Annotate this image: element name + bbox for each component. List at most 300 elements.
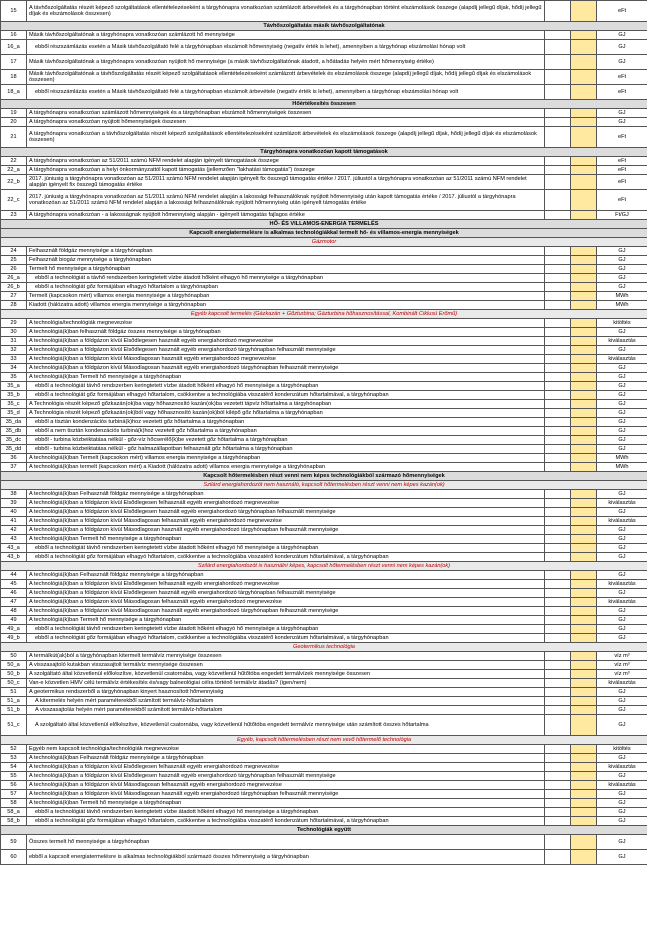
table-row	[1, 598, 647, 607]
value-input-cell-highlighted[interactable]	[571, 580, 597, 589]
row-description: A technológiá(k)ban a földgázon kívül Másodlagosan használt egyéb energiahordozó megnevezése	[27, 355, 545, 364]
row-description: A technológiá(k)ban Termelt hő mennyisége a tárgyhónapban	[27, 799, 545, 808]
section-header-row	[1, 100, 647, 109]
row-number: 35_b	[1, 391, 27, 400]
subsection-header-row	[1, 736, 647, 745]
value-input-cell[interactable]	[545, 544, 571, 553]
value-input-cell[interactable]	[545, 499, 571, 508]
row-description: Felhasznált földgáz mennyisége a tárgyhónapban	[27, 247, 545, 256]
value-input-cell-highlighted[interactable]	[571, 427, 597, 436]
unit-label: kiválasztás	[597, 781, 647, 790]
row-number: 33	[1, 355, 27, 364]
value-input-cell-highlighted[interactable]	[571, 319, 597, 328]
value-input-cell-highlighted[interactable]	[571, 256, 597, 265]
row-description: ebből a technológiát gőz formájában elhagyó hőtartalom, csökkentve a technológiába visszatérő kondenzátum hőtartalmával, a tárgyhónapban	[27, 634, 545, 643]
value-input-cell-highlighted[interactable]	[571, 274, 597, 283]
value-input-cell-highlighted[interactable]	[571, 607, 597, 616]
value-input-cell[interactable]	[545, 670, 571, 679]
value-input-cell[interactable]	[545, 337, 571, 346]
table-row	[1, 190, 647, 211]
value-input-cell-highlighted[interactable]	[571, 697, 597, 706]
table-row	[1, 553, 647, 562]
unit-label: GJ	[597, 508, 647, 517]
row-description: A technológiá(k)ban a földgázon kívül Elsődlegesen felhasznált egyéb energiahordozó megnevezése	[27, 499, 545, 508]
value-input-cell[interactable]	[545, 706, 571, 715]
subsection-title: Geotermikus technológia	[1, 643, 647, 652]
value-input-cell-highlighted[interactable]	[571, 190, 597, 211]
row-description: A technológiá(k)ban a földgázon kívül Másodlagosan használt egyéb energiahordozó tárgyhónapban felhasznált mennyisége	[27, 364, 545, 373]
subsection-title: Egyéb, kapcsolt hőtermelésben részt nem vevő hőtermelő technológia	[1, 736, 647, 745]
row-number: 35_a	[1, 382, 27, 391]
row-number: 38	[1, 490, 27, 499]
value-input-cell-highlighted[interactable]	[571, 31, 597, 40]
row-description: ebből részszámlázás esetén a Másik távhőszolgáltató felé a tárgyhónapban elszámolt hőmennyiség (negatív érték is lehet), amennyiben a tárgyhónap elszámolási hónap volt	[27, 40, 545, 55]
row-number: 35	[1, 373, 27, 382]
value-input-cell-highlighted[interactable]	[571, 661, 597, 670]
value-input-cell-highlighted[interactable]	[571, 445, 597, 454]
value-input-cell[interactable]	[545, 697, 571, 706]
row-description: Van-e közvetlen HMV célú termálvíz értékesítés és/vagy balneológiai célra történő termálvíz átadás? (igen/nem)	[27, 679, 545, 688]
value-input-cell-highlighted[interactable]	[571, 679, 597, 688]
value-input-cell[interactable]	[545, 55, 571, 70]
value-input-cell[interactable]	[545, 616, 571, 625]
value-input-cell-highlighted[interactable]	[571, 670, 597, 679]
table-row	[1, 850, 647, 865]
row-description: ebből a technológiát gőz formájában elhagyó hőtartalom, csökkentve a technológiába visszatérő kondenzátum hőtartalmával, a tárgyhónapban	[27, 553, 545, 562]
row-number: 15	[1, 1, 27, 22]
unit-label: Ft/GJ	[597, 211, 647, 220]
row-number: 19	[1, 109, 27, 118]
row-description: A technológiá(k)ban a földgázon kívül Elsődlegesen használt egyéb energiahordozó tárgyhónapban felhasznált mennyisége	[27, 508, 545, 517]
row-number: 49	[1, 616, 27, 625]
value-input-cell[interactable]	[545, 166, 571, 175]
table-row	[1, 31, 647, 40]
value-input-cell-highlighted[interactable]	[571, 301, 597, 310]
value-input-cell-highlighted[interactable]	[571, 706, 597, 715]
row-number: 54	[1, 763, 27, 772]
value-input-cell-highlighted[interactable]	[571, 754, 597, 763]
value-input-cell-highlighted[interactable]	[571, 109, 597, 118]
value-input-cell[interactable]	[545, 508, 571, 517]
unit-label: GJ	[597, 607, 647, 616]
value-input-cell[interactable]	[545, 274, 571, 283]
value-input-cell[interactable]	[545, 580, 571, 589]
row-description: A tárgyhónapra vonatkozóan számlázott hőmennyiségek és a tárgyhónapban elszámolt hőmennyiségek összesen	[27, 109, 545, 118]
table-row	[1, 40, 647, 55]
table-row	[1, 355, 647, 364]
value-input-cell-highlighted[interactable]	[571, 436, 597, 445]
unit-label: eFt	[597, 175, 647, 190]
table-row	[1, 292, 647, 301]
row-description: Kiadott (hálózatra adott) villamos energia mennyisége a tárgyhónapban	[27, 301, 545, 310]
table-row	[1, 211, 647, 220]
value-input-cell-highlighted[interactable]	[571, 373, 597, 382]
value-input-cell-highlighted[interactable]	[571, 544, 597, 553]
row-description: A technológiá(k)ban a földgázon kívül Elsődlegesen felhasznált egyéb energiahordozó megnevezése	[27, 580, 545, 589]
row-number: 50_a	[1, 661, 27, 670]
row-description: ebből a technológiát gőz formájában elhagyó hőtartalom a tárgyhónapban	[27, 283, 545, 292]
value-input-cell[interactable]	[545, 763, 571, 772]
value-input-cell-highlighted[interactable]	[571, 70, 597, 85]
unit-label: GJ	[597, 418, 647, 427]
unit-label: eFt	[597, 1, 647, 22]
row-number: 46	[1, 589, 27, 598]
value-input-cell[interactable]	[545, 40, 571, 55]
row-number: 43_a	[1, 544, 27, 553]
value-input-cell[interactable]	[545, 490, 571, 499]
row-number: 45	[1, 580, 27, 589]
table-row	[1, 463, 647, 472]
table-row	[1, 616, 647, 625]
unit-label: kiválasztás	[597, 679, 647, 688]
value-input-cell[interactable]	[545, 109, 571, 118]
value-input-cell[interactable]	[545, 127, 571, 148]
table-row	[1, 715, 647, 736]
value-input-cell-highlighted[interactable]	[571, 382, 597, 391]
value-input-cell[interactable]	[545, 436, 571, 445]
value-input-cell-highlighted[interactable]	[571, 616, 597, 625]
value-input-cell-highlighted[interactable]	[571, 652, 597, 661]
value-input-cell[interactable]	[545, 772, 571, 781]
value-input-cell-highlighted[interactable]	[571, 625, 597, 634]
section-header-row	[1, 472, 647, 481]
value-input-cell[interactable]	[545, 265, 571, 274]
value-input-cell-highlighted[interactable]	[571, 535, 597, 544]
subsection-title: Gázmotor	[1, 238, 647, 247]
value-input-cell-highlighted[interactable]	[571, 127, 597, 148]
value-input-cell[interactable]	[545, 70, 571, 85]
value-input-cell[interactable]	[545, 85, 571, 100]
row-description: A Technológia részét képező gőzkazán(ok)ba vagy hőhasznosító kazán(ok)ba vezetett tápvíz hőtartalma a tárgyhónapban	[27, 400, 545, 409]
row-number: 35_d	[1, 409, 27, 418]
value-input-cell[interactable]	[545, 373, 571, 382]
value-input-cell[interactable]	[545, 715, 571, 736]
unit-label: GJ	[597, 409, 647, 418]
value-input-cell-highlighted[interactable]	[571, 490, 597, 499]
value-input-cell-highlighted[interactable]	[571, 337, 597, 346]
value-input-cell-highlighted[interactable]	[571, 283, 597, 292]
value-input-cell[interactable]	[545, 526, 571, 535]
value-input-cell-highlighted[interactable]	[571, 55, 597, 70]
value-input-cell-highlighted[interactable]	[571, 40, 597, 55]
table-row	[1, 652, 647, 661]
value-input-cell-highlighted[interactable]	[571, 526, 597, 535]
table-row	[1, 328, 647, 337]
value-input-cell[interactable]	[545, 781, 571, 790]
value-input-cell[interactable]	[545, 418, 571, 427]
value-input-cell[interactable]	[545, 1, 571, 22]
table-row	[1, 109, 647, 118]
table-row	[1, 454, 647, 463]
row-number: 53	[1, 754, 27, 763]
value-input-cell[interactable]	[545, 355, 571, 364]
value-input-cell[interactable]	[545, 31, 571, 40]
value-input-cell-highlighted[interactable]	[571, 715, 597, 736]
unit-label: eFt	[597, 85, 647, 100]
row-number: 25	[1, 256, 27, 265]
value-input-cell[interactable]	[545, 754, 571, 763]
row-number: 17	[1, 55, 27, 70]
value-input-cell[interactable]	[545, 445, 571, 454]
unit-label: GJ	[597, 706, 647, 715]
table-row	[1, 319, 647, 328]
value-input-cell-highlighted[interactable]	[571, 391, 597, 400]
value-input-cell-highlighted[interactable]	[571, 400, 597, 409]
value-input-cell-highlighted[interactable]	[571, 745, 597, 754]
subsection-title: Szilárd energiahordozót nem használó, kapcsolt hőtermelésben részt venni nem képes kazán(ok)	[1, 481, 647, 490]
row-description: A technológiá(k)ban Felhasznált földgáz mennyisége a tárgyhónapban	[27, 490, 545, 499]
value-input-cell[interactable]	[545, 808, 571, 817]
value-input-cell[interactable]	[545, 589, 571, 598]
value-input-cell[interactable]	[545, 454, 571, 463]
value-input-cell-highlighted[interactable]	[571, 166, 597, 175]
value-input-cell[interactable]	[545, 157, 571, 166]
value-input-cell-highlighted[interactable]	[571, 118, 597, 127]
value-input-cell-highlighted[interactable]	[571, 1, 597, 22]
value-input-cell[interactable]	[545, 517, 571, 526]
unit-label: kiválasztás	[597, 337, 647, 346]
value-input-cell[interactable]	[545, 256, 571, 265]
row-description: A távhőszolgáltatás részét képező szolgáltatások ellentételezéseként a tárgyhónapra vonatkozóan számlázott árbevételek és a tárgyhónapban történt elszámolások összege (alapdíj jellegű díjak, hődíj jellegű díjak és elszámolások összesen)	[27, 1, 545, 22]
section-header-row	[1, 22, 647, 31]
unit-label: eFt	[597, 166, 647, 175]
unit-label: GJ	[597, 625, 647, 634]
value-input-cell-highlighted[interactable]	[571, 265, 597, 274]
table-row	[1, 571, 647, 580]
table-row	[1, 1, 647, 22]
table-row	[1, 70, 647, 85]
row-number: 16	[1, 31, 27, 40]
value-input-cell[interactable]	[545, 598, 571, 607]
unit-label: GJ	[597, 553, 647, 562]
value-input-cell-highlighted[interactable]	[571, 175, 597, 190]
value-input-cell[interactable]	[545, 292, 571, 301]
row-description: 2017. júniusig a tárgyhónapra vonatkozóan az 51/2011 számú NFM rendelet alapján igényelt fix összegű támogatás értéke / 2017. júliustól a tárgyhónapra vonatkozóan az 51/2011 számú NFM rendelet alapján igényelt fix összegű támogatás értéke	[27, 175, 545, 190]
unit-label: GJ	[597, 445, 647, 454]
table-row	[1, 247, 647, 256]
row-description: A tárgyhónapra vonatkozóan a helyi önkormányzattól kapott támogatás (jellemzően "lakhatási támogatás") összege	[27, 166, 545, 175]
row-number: 35_c	[1, 400, 27, 409]
value-input-cell-highlighted[interactable]	[571, 517, 597, 526]
table-row	[1, 373, 647, 382]
section-title: Technológiák együtt	[1, 826, 647, 835]
row-description: 2017. júniusig a tárgyhónapra vonatkozóan az 51/2011 számú NFM rendelet alapján a lakossági felhasználóknak nyújtott hőmennyiség után kapott támogatás értéke / 2017. júliustól a tárgyhónapra vonatkozóan az 51/2011 számú NFM rendelet alapján a lakossági felhasználóknak nyújtott hőmennyiség után igényelt támogatás értéke	[27, 190, 545, 211]
row-description: A Technológia részét képező gőzkazán(ok)ból vagy hőhasznosító kazán(ok)ból kilépő gőz hőtartalma a tárgyhónapban	[27, 409, 545, 418]
value-input-cell[interactable]	[545, 328, 571, 337]
value-input-cell[interactable]	[545, 391, 571, 400]
unit-label: GJ	[597, 247, 647, 256]
unit-label: GJ	[597, 328, 647, 337]
unit-label: GJ	[597, 790, 647, 799]
row-number: 26_a	[1, 274, 27, 283]
row-description: A technológiá(k)ban Felhasznált földgáz mennyisége a tárgyhónapban	[27, 571, 545, 580]
value-input-cell-highlighted[interactable]	[571, 781, 597, 790]
value-input-cell-highlighted[interactable]	[571, 835, 597, 850]
unit-label: GJ	[597, 346, 647, 355]
row-description: A visszasajtoló kutakban visszasajtolt termálvíz mennyisége összesen	[27, 661, 545, 670]
value-input-cell[interactable]	[545, 247, 571, 256]
unit-label: GJ	[597, 799, 647, 808]
row-description: A technológia/technológiák megnevezése	[27, 319, 545, 328]
unit-label: GJ	[597, 526, 647, 535]
value-input-cell[interactable]	[545, 190, 571, 211]
value-input-cell[interactable]	[545, 850, 571, 865]
value-input-cell-highlighted[interactable]	[571, 508, 597, 517]
value-input-cell-highlighted[interactable]	[571, 850, 597, 865]
row-number: 51_b	[1, 706, 27, 715]
value-input-cell-highlighted[interactable]	[571, 790, 597, 799]
value-input-cell-highlighted[interactable]	[571, 355, 597, 364]
value-input-cell[interactable]	[545, 364, 571, 373]
value-input-cell-highlighted[interactable]	[571, 364, 597, 373]
unit-label: kiválasztás	[597, 499, 647, 508]
value-input-cell-highlighted[interactable]	[571, 763, 597, 772]
value-input-cell[interactable]	[545, 319, 571, 328]
value-input-cell[interactable]	[545, 799, 571, 808]
value-input-cell[interactable]	[545, 427, 571, 436]
value-input-cell[interactable]	[545, 688, 571, 697]
value-input-cell[interactable]	[545, 835, 571, 850]
value-input-cell-highlighted[interactable]	[571, 553, 597, 562]
value-input-cell-highlighted[interactable]	[571, 799, 597, 808]
value-input-cell[interactable]	[545, 553, 571, 562]
value-input-cell[interactable]	[545, 679, 571, 688]
value-input-cell-highlighted[interactable]	[571, 346, 597, 355]
unit-label: víz m³	[597, 652, 647, 661]
unit-label: kitöltés	[597, 319, 647, 328]
unit-label: kiválasztás	[597, 355, 647, 364]
value-input-cell-highlighted[interactable]	[571, 808, 597, 817]
table-row	[1, 745, 647, 754]
unit-label: eFt	[597, 70, 647, 85]
value-input-cell[interactable]	[545, 790, 571, 799]
value-input-cell[interactable]	[545, 346, 571, 355]
value-input-cell-highlighted[interactable]	[571, 571, 597, 580]
value-input-cell[interactable]	[545, 571, 571, 580]
row-number: 35_da	[1, 418, 27, 427]
row-number: 18_a	[1, 85, 27, 100]
unit-label: MWh	[597, 463, 647, 472]
row-description: A technológiá(k)ban felhasznált földgáz összes mennyisége a tárgyhónapban	[27, 328, 545, 337]
row-description: ebből a technológiát távhő rendszerben keringtetett vízbe átadott hőként elhagyó hő mennyisége a tárgyhónapban	[27, 544, 545, 553]
value-input-cell[interactable]	[545, 652, 571, 661]
row-description: Termelt (kapcsokon mért) villamos energia mennyisége a tárgyhónapban	[27, 292, 545, 301]
row-number: 20	[1, 118, 27, 127]
value-input-cell[interactable]	[545, 661, 571, 670]
table-row	[1, 544, 647, 553]
row-description: A szolgáltató által közvetlenül előkészítve, közvetlenül csatornába, vagy közvetlenül hűtőtóba engedett termálvíz mennyisége után számított összes hőtartalma	[27, 715, 545, 736]
value-input-cell-highlighted[interactable]	[571, 598, 597, 607]
value-input-cell-highlighted[interactable]	[571, 817, 597, 826]
value-input-cell-highlighted[interactable]	[571, 688, 597, 697]
row-number: 23	[1, 211, 27, 220]
value-input-cell-highlighted[interactable]	[571, 157, 597, 166]
unit-label: GJ	[597, 256, 647, 265]
value-input-cell-highlighted[interactable]	[571, 589, 597, 598]
row-description: ebből a technológiát távhő rendszerben keringtetett vízbe átadott hőként elhagyó hő mennyisége a tárgyhónapban	[27, 808, 545, 817]
row-number: 27	[1, 292, 27, 301]
row-number: 35_dd	[1, 445, 27, 454]
value-input-cell[interactable]	[545, 283, 571, 292]
unit-label: GJ	[597, 850, 647, 865]
value-input-cell[interactable]	[545, 301, 571, 310]
value-input-cell[interactable]	[545, 118, 571, 127]
value-input-cell-highlighted[interactable]	[571, 85, 597, 100]
value-input-cell-highlighted[interactable]	[571, 409, 597, 418]
table-row	[1, 772, 647, 781]
value-input-cell[interactable]	[545, 463, 571, 472]
table-row	[1, 301, 647, 310]
value-input-cell[interactable]	[545, 211, 571, 220]
value-input-cell-highlighted[interactable]	[571, 454, 597, 463]
value-input-cell-highlighted[interactable]	[571, 328, 597, 337]
value-input-cell-highlighted[interactable]	[571, 634, 597, 643]
section-header-row	[1, 148, 647, 157]
value-input-cell[interactable]	[545, 409, 571, 418]
value-input-cell[interactable]	[545, 817, 571, 826]
row-number: 50_c	[1, 679, 27, 688]
row-description: Másik távhőszolgáltatónak a tárgyhónapra vonatkozóan számlázott hő mennyisége	[27, 31, 545, 40]
unit-label: GJ	[597, 118, 647, 127]
subsection-title: Egyéb kapcsolt termelés (Gázkazán + Gőzturbina; Gázturbina hőhasznosítással, Kombinált Ciklusú Erőmű)	[1, 310, 647, 319]
value-input-cell[interactable]	[545, 175, 571, 190]
row-number: 43_b	[1, 553, 27, 562]
unit-label: kiválasztás	[597, 517, 647, 526]
row-number: 29	[1, 319, 27, 328]
value-input-cell-highlighted[interactable]	[571, 292, 597, 301]
table-row	[1, 535, 647, 544]
table-row	[1, 409, 647, 418]
value-input-cell-highlighted[interactable]	[571, 211, 597, 220]
row-number: 51_c	[1, 715, 27, 736]
value-input-cell[interactable]	[545, 634, 571, 643]
value-input-cell-highlighted[interactable]	[571, 247, 597, 256]
unit-label: GJ	[597, 535, 647, 544]
row-description: A technológiá(k)ban a földgázon kívül Elsődlegesen használt egyéb energiahordozó tárgyhónapban felhasznált mennyisége	[27, 772, 545, 781]
row-number: 60	[1, 850, 27, 865]
unit-label: GJ	[597, 427, 647, 436]
row-description: ebből - turbina közbeiktatása nélkül - gőz halmazállapotban felhasznált gőz hőtartalma a tárgyhónapban	[27, 445, 545, 454]
value-input-cell[interactable]	[545, 625, 571, 634]
value-input-cell[interactable]	[545, 400, 571, 409]
value-input-cell[interactable]	[545, 607, 571, 616]
row-number: 36	[1, 454, 27, 463]
row-number: 40	[1, 508, 27, 517]
row-description: A tárgyhónapra vonatkozóan a távhőszolgáltatás részét képező szolgáltatások ellentételezéseként számlázott árbevételek és elszámolások összege (alapdíj jellegű díjak, hődíj jellegű díjak és elszámolások összesen)	[27, 127, 545, 148]
value-input-cell[interactable]	[545, 745, 571, 754]
unit-label: GJ	[597, 40, 647, 55]
table-row	[1, 763, 647, 772]
section-header-row	[1, 220, 647, 229]
row-number: 24	[1, 247, 27, 256]
unit-label: GJ	[597, 400, 647, 409]
value-input-cell-highlighted[interactable]	[571, 418, 597, 427]
value-input-cell-highlighted[interactable]	[571, 463, 597, 472]
unit-label: eFt	[597, 157, 647, 166]
row-number: 41	[1, 517, 27, 526]
unit-label: eFt	[597, 127, 647, 148]
table-row	[1, 418, 647, 427]
section-title: Távhőszolgáltatás másik távhőszolgáltatónak	[1, 22, 647, 31]
unit-label: kiválasztás	[597, 580, 647, 589]
value-input-cell[interactable]	[545, 535, 571, 544]
row-description: Összes termelt hő mennyisége a tárgyhónapban	[27, 835, 545, 850]
value-input-cell-highlighted[interactable]	[571, 499, 597, 508]
value-input-cell-highlighted[interactable]	[571, 772, 597, 781]
section-header-row	[1, 826, 647, 835]
value-input-cell[interactable]	[545, 382, 571, 391]
table-row	[1, 400, 647, 409]
